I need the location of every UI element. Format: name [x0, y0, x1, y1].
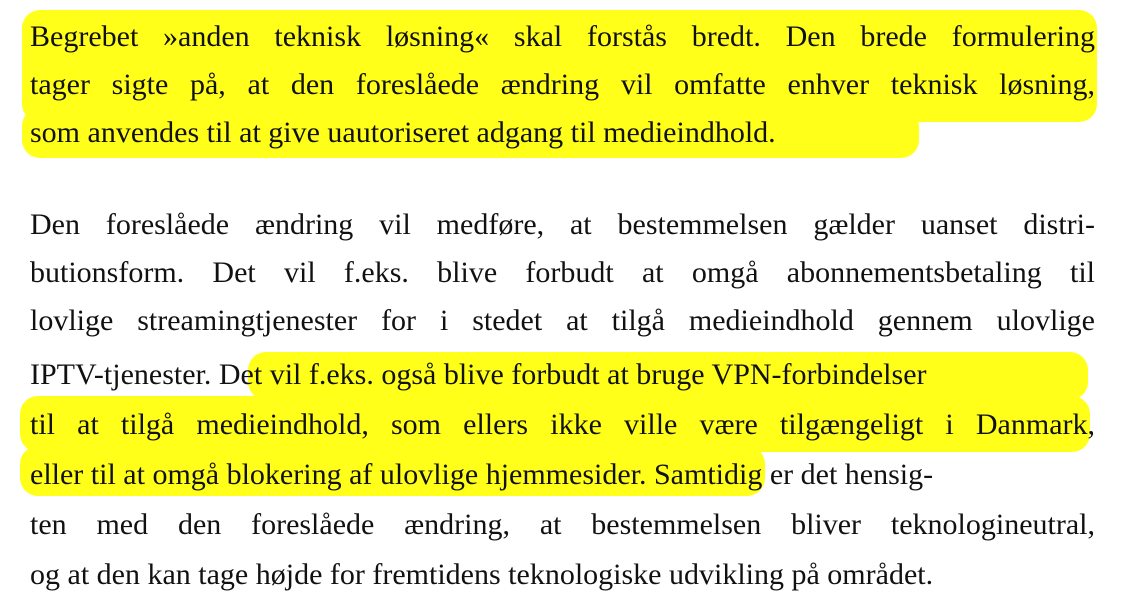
paragraph-2-line-2: butionsform. Det vil f.eks. blive forbudt at omgå abonnementsbetaling til	[30, 256, 1095, 289]
paragraph-2-line-8: og at den kan tage højde for fremtidens teknologiske udvikling på området.	[30, 558, 934, 591]
paragraph-2-line-6-highlight: eller til at omgå blokering af ulovlige hjemmesider.	[30, 458, 647, 491]
paragraph-2-line-7: ten med den foreslåede ændring, at bestemmelsen bliver teknologineutral,	[30, 508, 1095, 541]
paragraph-2-line-6-plain: Samtidig er det hensig-	[654, 458, 934, 491]
paragraph-1-line-3: som anvendes til at give uautoriseret adgang til medieindhold.	[30, 116, 776, 149]
paragraph-2-line-5: til at tilgå medieindhold, som ellers ikke ville være tilgængeligt i Danmark,	[30, 408, 1095, 441]
paragraph-1-line-1: Begrebet »anden teknisk løsning« skal forstås bredt. Den brede formulering	[30, 20, 1095, 53]
paragraph-2-line-6	[30, 452, 1095, 498]
paragraph-1-line-2: tager sigte på, at den foreslåede ændring vil omfatte enhver teknisk løsning,	[30, 68, 1095, 101]
paragraph-2-line-4-highlight: Det vil f.eks. også blive forbudt at bruge VPN-forbindelser	[218, 358, 927, 391]
paragraph-2-line-4	[30, 352, 1095, 398]
paragraph-2-line-3: lovlige streamingtjenester for i stedet at tilgå medieindhold gennem ulovlige	[30, 304, 1095, 337]
paragraph-2-line-4-plain: IPTV-tjenester.	[30, 358, 212, 391]
paragraph-2-line-1: Den foreslåede ændring vil medføre, at bestemmelsen gælder uanset distri-	[30, 208, 1095, 241]
